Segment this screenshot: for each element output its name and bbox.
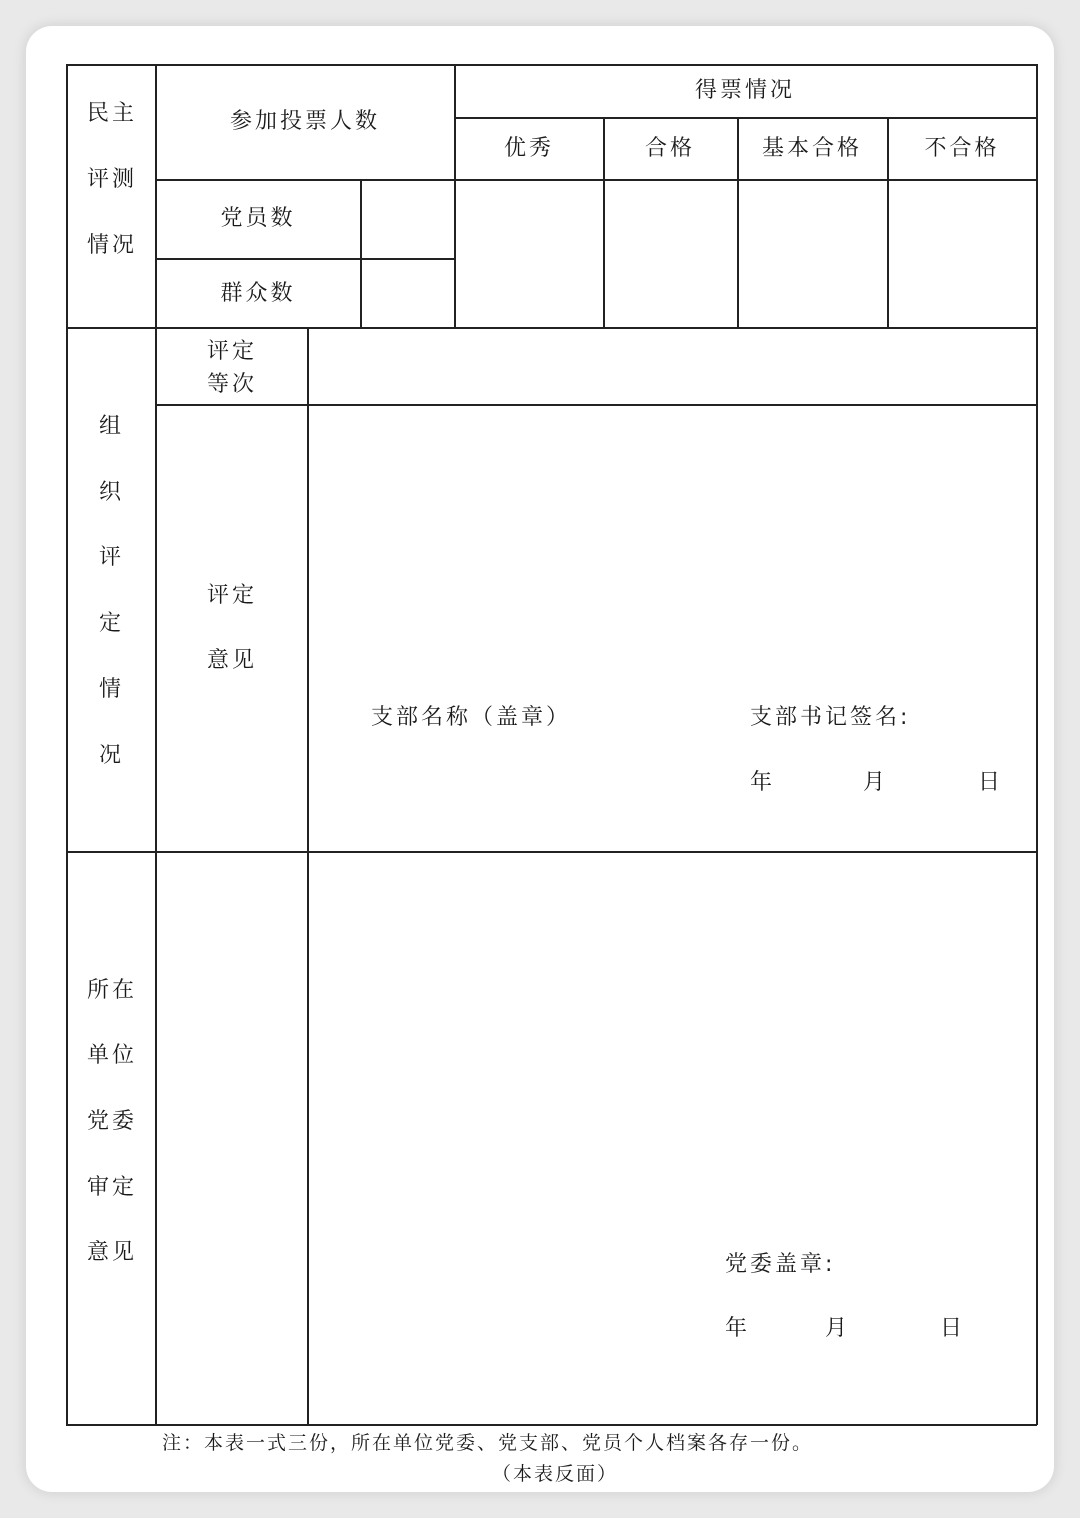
footer-note: 注：本表一式三份，所在单位党委、党支部、党员个人档案各存一份。 bbox=[162, 1432, 814, 1454]
org-section-label-char-6: 况 bbox=[99, 743, 125, 768]
committee-label-line-2: 单位 bbox=[87, 1043, 138, 1068]
committee-label-line-5: 意见 bbox=[87, 1240, 138, 1265]
org-date-month: 月 bbox=[863, 770, 889, 795]
grade-label-line-1: 评定 bbox=[207, 339, 258, 364]
votes-header: 得票情况 bbox=[694, 78, 796, 103]
sublabel-column-divider bbox=[307, 327, 309, 1425]
vote-col-divider-3 bbox=[887, 117, 889, 328]
section-divider-2 bbox=[66, 851, 1037, 853]
table-border-left bbox=[66, 64, 68, 1425]
votes-header-divider bbox=[454, 117, 1037, 119]
branch-name-seal-label: 支部名称（盖章） bbox=[371, 705, 572, 730]
section-divider-1 bbox=[66, 327, 1037, 329]
count-value-divider bbox=[360, 179, 362, 328]
opinion-label-line-1: 评定 bbox=[207, 583, 258, 608]
vote-column-unqualified: 不合格 bbox=[924, 136, 1000, 161]
org-date-day: 日 bbox=[978, 770, 1004, 795]
eval-section-label-line-1: 民主 bbox=[87, 101, 138, 126]
footer-side-label: （本表反面） bbox=[491, 1463, 619, 1485]
participants-header: 参加投票人数 bbox=[229, 109, 381, 134]
vote-column-basic-qualified: 基本合格 bbox=[761, 136, 863, 161]
vote-col-divider-2 bbox=[737, 117, 739, 328]
opinion-label-line-2: 意见 bbox=[207, 648, 258, 673]
committee-date-month: 月 bbox=[825, 1316, 851, 1341]
vote-column-qualified: 合格 bbox=[644, 136, 696, 161]
participants-votes-divider bbox=[454, 64, 456, 328]
org-section-label-char-3: 评 bbox=[99, 545, 125, 570]
org-section-label-char-1: 组 bbox=[99, 414, 125, 439]
party-members-count-label: 党员数 bbox=[220, 206, 296, 231]
committee-seal-label: 党委盖章: bbox=[725, 1252, 836, 1277]
grade-label-line-2: 等次 bbox=[207, 372, 258, 397]
table-border-bottom bbox=[66, 1424, 1037, 1426]
secretary-signature-label: 支部书记签名: bbox=[750, 705, 911, 730]
committee-label-line-3: 党委 bbox=[87, 1109, 138, 1134]
vote-column-excellent: 优秀 bbox=[503, 136, 555, 161]
vote-columns-divider bbox=[155, 179, 1037, 181]
grade-row-divider bbox=[155, 404, 1037, 406]
form-sheet bbox=[26, 26, 1054, 1492]
label-column-divider bbox=[155, 64, 157, 1425]
committee-label-line-1: 所在 bbox=[87, 978, 138, 1003]
eval-section-label-line-2: 评测 bbox=[87, 167, 138, 192]
masses-count-label: 群众数 bbox=[220, 281, 296, 306]
org-section-label-char-4: 定 bbox=[99, 611, 125, 636]
org-date-year: 年 bbox=[750, 770, 776, 795]
vote-col-divider-1 bbox=[603, 117, 605, 328]
committee-label-line-4: 审定 bbox=[87, 1175, 138, 1200]
org-section-label-char-5: 情 bbox=[99, 677, 125, 702]
table-border-top bbox=[66, 64, 1037, 66]
members-masses-divider bbox=[155, 258, 454, 260]
org-section-label-char-2: 织 bbox=[99, 480, 125, 505]
committee-date-day: 日 bbox=[940, 1316, 966, 1341]
table-border-right bbox=[1036, 64, 1038, 1425]
eval-section-label-line-3: 情况 bbox=[87, 233, 138, 258]
committee-date-year: 年 bbox=[725, 1316, 751, 1341]
